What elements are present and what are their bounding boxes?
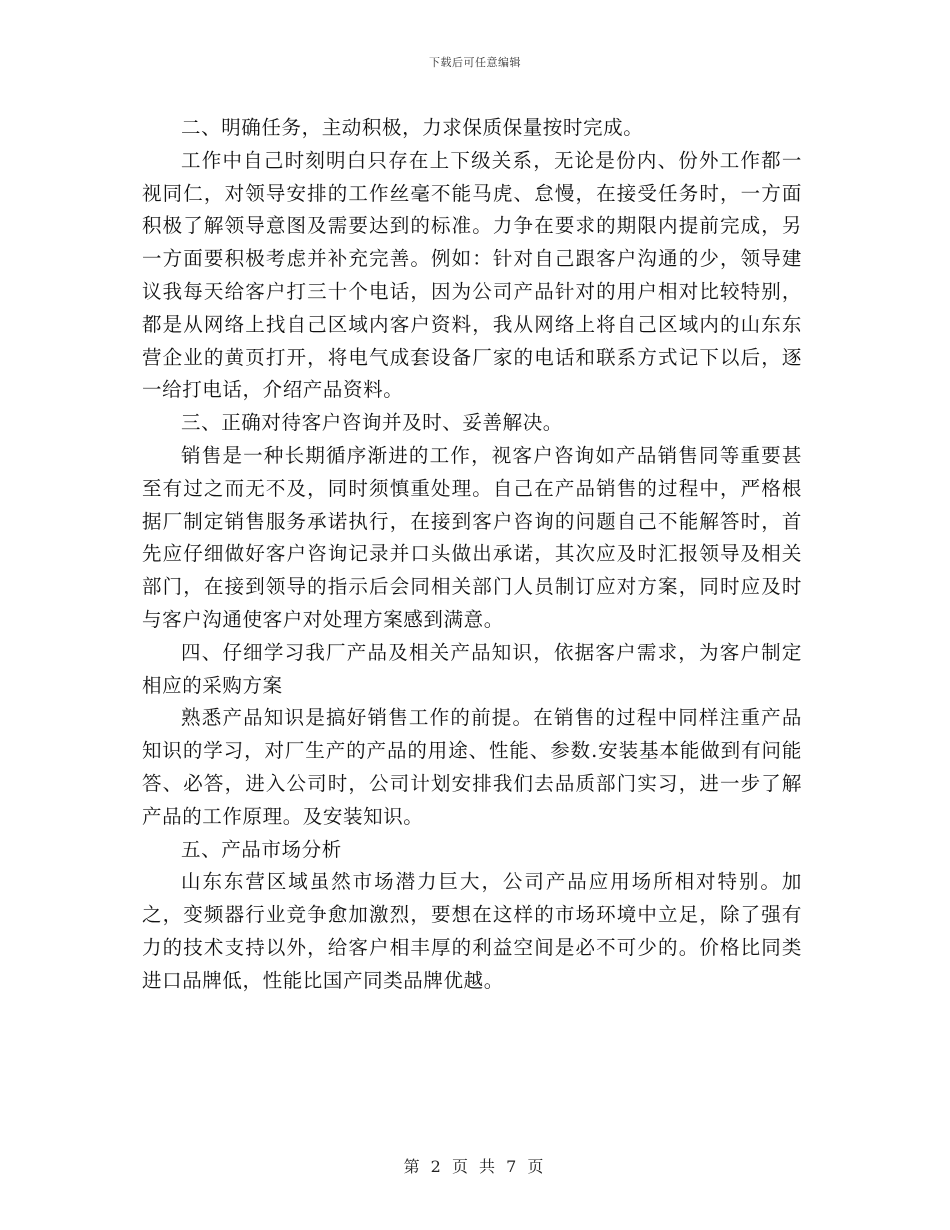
- section-heading-5: 五、产品市场分析: [181, 837, 342, 861]
- page-number-footer: 第 2 页 共 7 页: [403, 1157, 547, 1176]
- page-header: 下载后可任意编辑: [429, 56, 521, 69]
- paragraph-task-completion: 工作中自己时刻明白只存在上下级关系，无论是份内、份外工作都一视同仁，对领导安排的工作丝毫不能马虎、怠慢，在接受任务时，一方面积极了解领导意图及需要达到的标准。力争在要求的期限内提前完成，另一方面要积极考虑并补充完善。例如：针对自己跟客户沟通的少，领导建议我每天给客户打三十个电话，因为公司产品针对的用户相对比较特别，都是从网络上找自己区域内客户资料，我从网络上将自己区域内的山东东营企业的黄页打开，将电气成套设备厂家的电话和联系方式记下以后，逐一给打电话，介绍产品资料。: [142, 148, 802, 402]
- paragraph-market-analysis: 山东东营区域虽然市场潜力巨大，公司产品应用场所相对特别。加之，变频器行业竞争愈加激烈，要想在这样的市场环境中立足，除了强有力的技术支持以外，给客户相丰厚的利益空间是必不可少的。价格比同类进口品牌低，性能比国产同类品牌优越。: [142, 870, 802, 992]
- paragraph-product-knowledge: 熟悉产品知识是搞好销售工作的前提。在销售的过程中同样注重产品知识的学习，对厂生产的产品的用途、性能、参数.安装基本能做到有问能答、必答，进入公司时，公司计划安排我们去品质部门实习，进一步了解产品的工作原理。及安装知识。: [142, 706, 802, 828]
- paragraph-customer-inquiry: 销售是一种长期循序渐进的工作，视客户咨询如产品销售同等重要甚至有过之而无不及，同时须慎重处理。自己在产品销售的过程中，严格根据厂制定销售服务承诺执行，在接到客户咨询的问题自己不能解答时，首先应仔细做好客户咨询记录并口头做出承诺，其次应及时汇报领导及相关部门，在接到领导的指示后会同相关部门人员制订应对方案，同时应及时与客户沟通使客户对处理方案感到满意。: [142, 443, 802, 631]
- section-heading-2: 二、明确任务，主动积极，力求保质保量按时完成。: [181, 116, 644, 139]
- section-heading-3: 三、正确对待客户咨询并及时、妥善解决。: [181, 411, 563, 435]
- document-body: [142, 112, 802, 998]
- section-heading-4: 四、仔细学习我厂产品及相关产品知识，依据客户需求，为客户制定相应的采购方案: [142, 640, 802, 697]
